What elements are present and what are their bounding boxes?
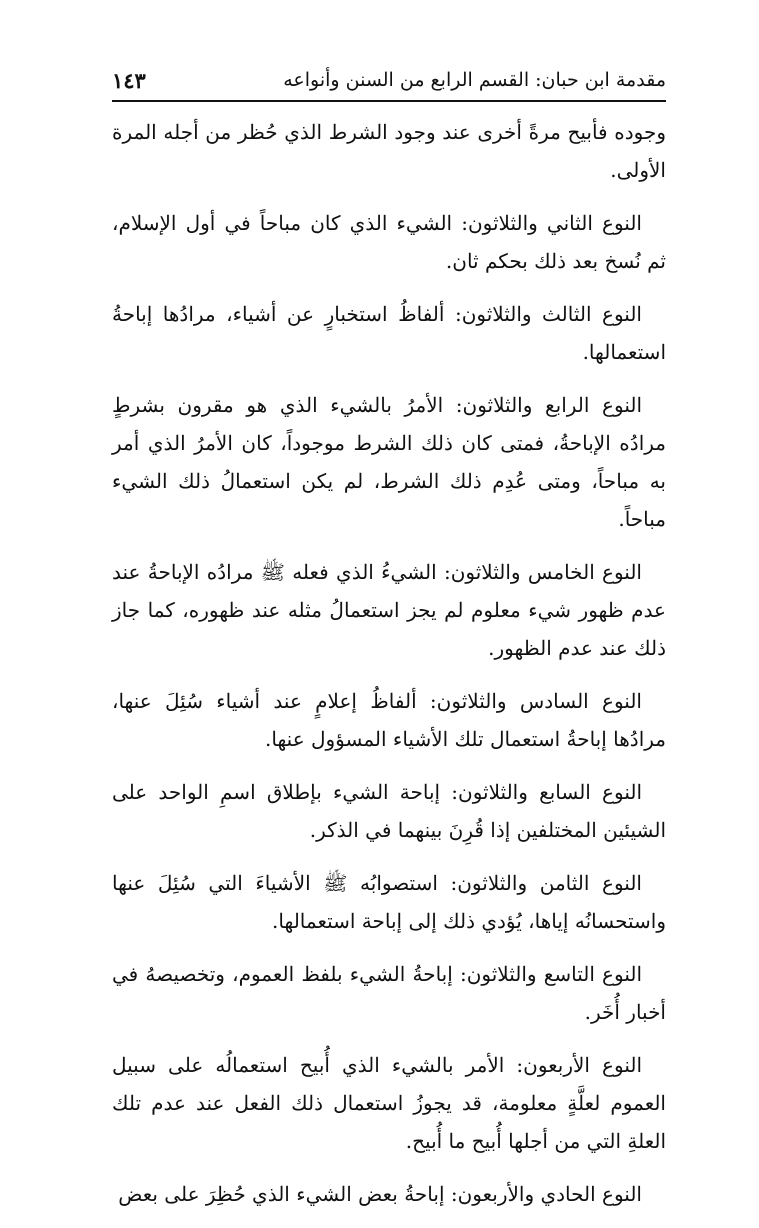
paragraph-type-36: النوع السادس والثلاثون: ألفاظُ إعلامٍ عند أشياء سُئِلَ عنها، مرادُها إباحةُ استعمال تلك الأشياء المسؤول عنها. bbox=[112, 689, 666, 751]
paragraph-type-38: النوع الثامن والثلاثون: استصوابُه ﷺ الأشياءَ التي سُئِلَ عنها واستحسانُه إياها، يُؤدي ذلك إلى إباحة استعمالها. bbox=[112, 871, 666, 933]
paragraph-type-33: النوع الثالث والثلاثون: ألفاظُ استخبارٍ عن أشياء، مرادُها إباحةُ استعمالها. bbox=[112, 302, 666, 364]
paragraph-type-41: النوع الحادي والأربعون: إباحةُ بعض الشيء الذي حُظِرَ على بعض bbox=[118, 1182, 642, 1206]
paragraph-type-32: النوع الثاني والثلاثون: الشيء الذي كان مباحاً في أول الإسلام، ثم نُسخ بعد ذلك بحكم ثان. bbox=[112, 211, 666, 273]
paragraph-type-39: النوع التاسع والثلاثون: إباحةُ الشيء بلفظ العموم، وتخصيصهُ في أخبار أُخَر. bbox=[112, 962, 666, 1024]
paragraph-type-35: النوع الخامس والثلاثون: الشيءُ الذي فعله ﷺ مرادُه الإباحةُ عند عدم ظهور شيء معلوم لم يجز استعمالُ مثله عند ظهوره، كما جاز ذلك عند عدم الظهور. bbox=[112, 560, 666, 660]
page-number: ١٤٣ bbox=[112, 67, 146, 93]
page-header bbox=[112, 60, 666, 102]
paragraph-type-34: النوع الرابع والثلاثون: الأمرُ بالشيء الذي هو مقرون بشرطٍ مرادُه الإباحةُ، فمتى كان ذلك الشرط موجوداً، كان الأمرُ الذي أمر به مباحاً، ومتى عُدِم ذلك الشرط، لم يكن استعمالُ ذلك الشيء مباحاً. bbox=[112, 393, 666, 531]
paragraph-type-37: النوع السابع والثلاثون: إباحة الشيء بإطلاق اسمِ الواحد على الشيئين المختلفين إذا قُرِنَ بينهما في الذكر. bbox=[112, 780, 666, 842]
paragraph-continuation: وجوده فأبيح مرةً أخرى عند وجود الشرط الذي حُظر من أجله المرة الأولى. bbox=[112, 120, 666, 182]
page-body bbox=[112, 113, 666, 1228]
running-head: مقدمة ابن حبان: القسم الرابع من السنن وأنواعه bbox=[283, 68, 666, 91]
paragraph-type-40: النوع الأربعون: الأمر بالشيء الذي أُبيح استعمالُه على سبيل العموم لعلَّةٍ معلومة، قد يجوزُ استعمال ذلك الفعل عند عدم تلك العلةِ التي من أجلها أُبيح ما أُبيح. bbox=[112, 1053, 666, 1153]
